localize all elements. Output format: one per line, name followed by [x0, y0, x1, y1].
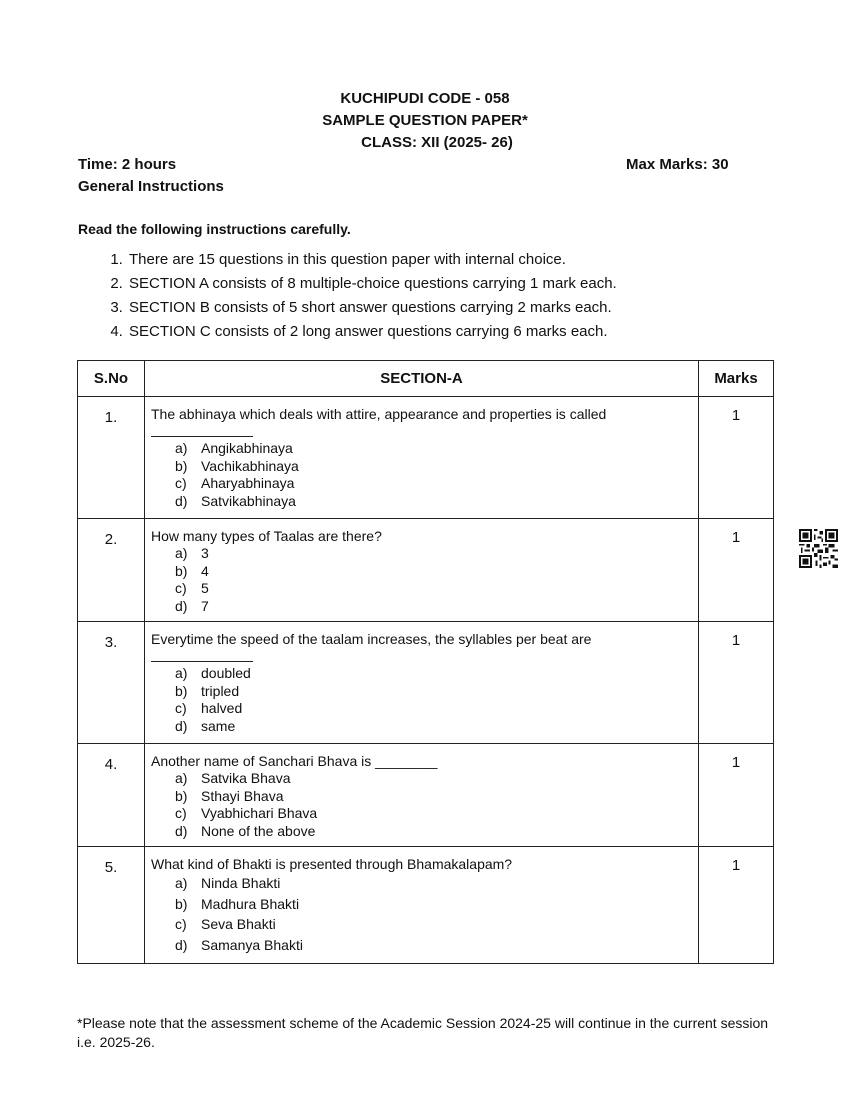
- question-number: 4.: [78, 744, 145, 847]
- option-label: b): [175, 682, 188, 699]
- question-text: What kind of Bhakti is presented through Bhamakalapam?: [151, 856, 513, 872]
- instructions-list: [108, 248, 617, 344]
- question-text: Another name of Sanchari Bhava is ________: [151, 753, 438, 769]
- options-list: [151, 545, 692, 615]
- question-number: 1.: [78, 397, 145, 519]
- option-label: a): [175, 875, 188, 891]
- option-label: d): [175, 492, 188, 509]
- option-text: 3: [201, 545, 209, 561]
- instruction-item: 2. SECTION A consists of 8 multiple-choice questions carrying 1 mark each.: [127, 272, 617, 296]
- option-label: a): [175, 665, 188, 681]
- qr-code-icon: [799, 529, 838, 568]
- option-item: [175, 665, 692, 683]
- option-label: a): [175, 770, 188, 786]
- instruction-item: 1. There are 15 questions in this question paper with internal choice.: [127, 248, 617, 272]
- question-cell: [145, 622, 699, 744]
- option-label: b): [175, 895, 188, 912]
- option-text: Satvikabhinaya: [201, 492, 296, 509]
- question-text: The abhinaya which deals with attire, appearance and properties is called: [151, 406, 607, 422]
- option-label: c): [175, 580, 187, 596]
- option-text: Madhura Bhakti: [201, 895, 300, 912]
- question-marks: 1: [699, 744, 774, 847]
- subject-code-title: KUCHIPUDI CODE - 058: [340, 90, 510, 107]
- option-text: Samanya Bhakti: [201, 936, 303, 953]
- options-list: [151, 770, 692, 840]
- answer-blank: [151, 423, 253, 437]
- footnote: *Please note that the assessment scheme of the Academic Session 2024-25 will continue in the current session i.e. 2025-26.: [77, 1015, 769, 1050]
- option-item: [175, 718, 692, 736]
- option-item: [175, 683, 692, 701]
- option-label: b): [175, 787, 188, 804]
- option-label: c): [175, 700, 187, 716]
- option-text: 7: [201, 597, 209, 614]
- question-cell: [145, 519, 699, 622]
- option-item: [175, 894, 692, 915]
- question-marks: 1: [699, 519, 774, 622]
- option-item: [175, 935, 692, 956]
- header-marks: Marks: [699, 361, 774, 397]
- option-text: Ninda Bhakti: [201, 875, 281, 891]
- option-item: [175, 873, 692, 894]
- question-number: 3.: [78, 622, 145, 744]
- option-item: [175, 805, 692, 823]
- answer-blank: [151, 648, 253, 662]
- option-item: [175, 545, 692, 563]
- time-label: Time: 2 hours: [78, 156, 177, 173]
- option-text: 4: [201, 562, 209, 579]
- option-label: a): [175, 545, 188, 561]
- option-text: halved: [201, 700, 243, 716]
- option-item: [175, 700, 692, 718]
- options-list: [151, 665, 692, 735]
- option-text: Vachikabhinaya: [201, 457, 299, 474]
- instruction-item: 4. SECTION C consists of 2 long answer questions carrying 6 marks each.: [127, 320, 617, 344]
- option-item: [175, 493, 692, 511]
- question-cell: [145, 744, 699, 847]
- option-text: doubled: [201, 665, 251, 681]
- option-item: [175, 458, 692, 476]
- option-label: c): [175, 805, 187, 821]
- option-item: [175, 788, 692, 806]
- general-instructions-heading: General Instructions: [78, 178, 224, 195]
- instructions-lead: Read the following instructions carefully.: [78, 221, 351, 237]
- header-section: SECTION-A: [145, 361, 699, 397]
- option-label: d): [175, 597, 188, 614]
- table-header-row: [78, 361, 774, 397]
- option-label: d): [175, 822, 188, 839]
- option-item: [175, 823, 692, 841]
- question-number: 2.: [78, 519, 145, 622]
- option-text: same: [201, 717, 236, 734]
- option-item: [175, 598, 692, 616]
- question-marks: 1: [699, 847, 774, 964]
- paper-type-title: SAMPLE QUESTION PAPER*: [322, 112, 528, 129]
- option-item: [175, 580, 692, 598]
- option-label: b): [175, 562, 188, 579]
- question-row: [78, 622, 774, 744]
- option-item: [175, 770, 692, 788]
- question-row: [78, 744, 774, 847]
- class-info: CLASS: XII (2025- 26): [361, 134, 513, 151]
- option-text: Angikabhinaya: [201, 440, 293, 456]
- option-text: Seva Bhakti: [201, 916, 276, 932]
- option-item: [175, 914, 692, 935]
- option-item: [175, 563, 692, 581]
- max-marks-label: Max Marks: 30: [626, 156, 729, 173]
- questions-table: [77, 360, 774, 964]
- option-label: c): [175, 916, 187, 932]
- question-row: [78, 847, 774, 964]
- options-list: [151, 873, 692, 955]
- option-item: [175, 440, 692, 458]
- option-label: a): [175, 440, 188, 456]
- option-text: Sthayi Bhava: [201, 787, 284, 804]
- question-marks: 1: [699, 622, 774, 744]
- option-text: None of the above: [201, 822, 316, 839]
- option-text: Vyabhichari Bhava: [201, 805, 318, 821]
- option-label: d): [175, 936, 188, 953]
- question-cell: [145, 847, 699, 964]
- options-list: [151, 440, 692, 510]
- option-text: 5: [201, 580, 209, 596]
- option-item: [175, 475, 692, 493]
- option-text: Satvika Bhava: [201, 770, 291, 786]
- question-row: [78, 519, 774, 622]
- question-text: How many types of Taalas are there?: [151, 528, 382, 544]
- question-text: Everytime the speed of the taalam increases, the syllables per beat are: [151, 631, 592, 647]
- header-sno: S.No: [78, 361, 145, 397]
- option-label: d): [175, 717, 188, 734]
- instruction-item: 3. SECTION B consists of 5 short answer questions carrying 2 marks each.: [127, 296, 617, 320]
- option-text: Aharyabhinaya: [201, 475, 295, 491]
- question-number: 5.: [78, 847, 145, 964]
- question-marks: 1: [699, 397, 774, 519]
- option-text: tripled: [201, 682, 240, 699]
- question-cell: [145, 397, 699, 519]
- option-label: b): [175, 457, 188, 474]
- question-row: [78, 397, 774, 519]
- option-label: c): [175, 475, 187, 491]
